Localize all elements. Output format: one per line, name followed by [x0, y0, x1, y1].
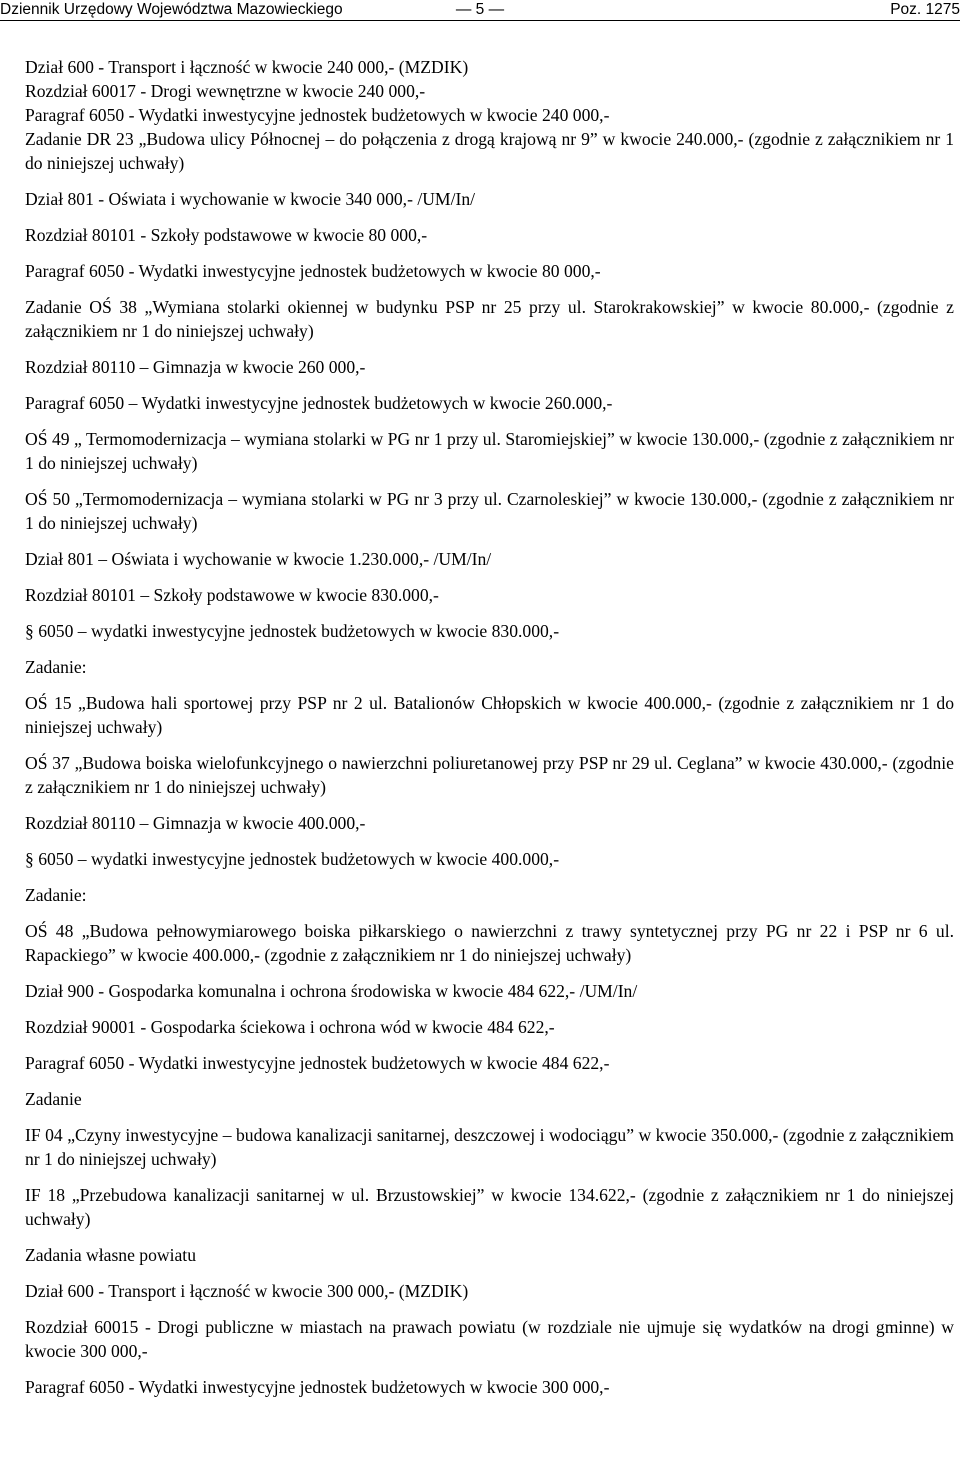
header-rule — [0, 20, 960, 21]
chapter-heading: Rozdział 80110 – Gimnazja w kwocie 260 000,- — [25, 357, 366, 377]
chapter-heading: Rozdział 60015 - Drogi publiczne w miastach na prawach powiatu (w rozdziale nie ujmuje się wydatków na drogi gminne) w kwocie 300 000,- — [25, 1317, 954, 1361]
journal-title: Dziennik Urzędowy Województwa Mazowieckiego — [0, 1, 343, 18]
chapter-heading: Rozdział 80110 – Gimnazja w kwocie 400.000,- — [25, 813, 366, 833]
task-item: OŚ 50 „Termomodernizacja – wymiana stolarki w PG nr 3 przy ul. Czarnoleskiej” w kwocie 130.000,- (zgodnie z załącznikiem nr 1 do niniejszej uchwały) — [25, 489, 954, 533]
page-number: — 5 — — [455, 1, 505, 18]
task-item: IF 04 „Czyny inwestycyjne – budowa kanalizacji sanitarnej, deszczowej i wodociągu” w kwocie 350.000,- (zgodnie z załącznikiem nr 1 do niniejszej uchwały) — [25, 1125, 954, 1169]
task-item: OŚ 48 „Budowa pełnowymiarowego boiska piłkarskiego o nawierzchni z trawy syntetycznej przy PG nr 22 i PSP nr 6 ul. Rapackiego” w kwocie 400.000,- (zgodnie z załącznikiem nr 1 do niniejszej uchwały) — [25, 921, 954, 965]
paragraph-heading: Paragraf 6050 - Wydatki inwestycyjne jednostek budżetowych w kwocie 240 000,- — [25, 105, 610, 125]
paragraph-heading: Paragraf 6050 - Wydatki inwestycyjne jednostek budżetowych w kwocie 484 622,- — [25, 1053, 610, 1073]
chapter-heading: Rozdział 80101 - Szkoły podstawowe w kwocie 80 000,- — [25, 225, 428, 245]
chapter-heading: Rozdział 90001 - Gospodarka ściekowa i ochrona wód w kwocie 484 622,- — [25, 1017, 555, 1037]
section-heading: Dział 600 - Transport i łączność w kwocie 240 000,- (MZDIK) — [25, 57, 469, 77]
task-item: Zadanie DR 23 „Budowa ulicy Północnej – do połączenia z drogą krajową nr 9” w kwocie 240.000,- (zgodnie z załącznikiem nr 1 do niniejszej uchwały) — [25, 129, 954, 173]
task-item: OŚ 15 „Budowa hali sportowej przy PSP nr 2 ul. Batalionów Chłopskich w kwocie 400.000,- (zgodnie z załącznikiem nr 1 do niniejszej uchwały) — [25, 693, 954, 737]
section-heading: Dział 801 - Oświata i wychowanie w kwocie 340 000,- /UM/In/ — [25, 189, 476, 209]
document-body — [25, 55, 954, 1399]
paragraph-heading: § 6050 – wydatki inwestycyjne jednostek budżetowych w kwocie 400.000,- — [25, 849, 560, 869]
task-item: OŚ 37 „Budowa boiska wielofunkcyjnego o nawierzchni poliuretanowej przy PSP nr 29 ul. Ceglana” w kwocie 430.000,- (zgodnie z załącznikiem nr 1 do niniejszej uchwały) — [25, 753, 954, 797]
group-heading: Zadania własne powiatu — [25, 1245, 196, 1265]
task-item: OŚ 49 „ Termomodernizacja – wymiana stolarki w PG nr 1 przy ul. Staromiejskiej” w kwocie 130.000,- (zgodnie z załącznikiem nr 1 do niniejszej uchwały) — [25, 429, 954, 473]
position-number: Poz. 1275 — [890, 1, 960, 18]
task-label: Zadanie: — [25, 885, 87, 905]
paragraph-heading: Paragraf 6050 – Wydatki inwestycyjne jednostek budżetowych w kwocie 260.000,- — [25, 393, 613, 413]
task-label: Zadanie — [25, 1089, 82, 1109]
page-header — [0, 0, 960, 22]
paragraph-heading: § 6050 – wydatki inwestycyjne jednostek budżetowych w kwocie 830.000,- — [25, 621, 560, 641]
task-item: Zadanie OŚ 38 „Wymiana stolarki okiennej w budynku PSP nr 25 przy ul. Starokrakowskiej” w kwocie 80.000,- (zgodnie z załącznikiem nr 1 do niniejszej uchwały) — [25, 297, 954, 341]
task-label: Zadanie: — [25, 657, 87, 677]
section-heading: Dział 900 - Gospodarka komunalna i ochrona środowiska w kwocie 484 622,- /UM/In/ — [25, 981, 638, 1001]
chapter-heading: Rozdział 60017 - Drogi wewnętrzne w kwocie 240 000,- — [25, 81, 426, 101]
section-heading: Dział 801 – Oświata i wychowanie w kwocie 1.230.000,- /UM/In/ — [25, 549, 492, 569]
section-heading: Dział 600 - Transport i łączność w kwocie 300 000,- (MZDIK) — [25, 1281, 469, 1301]
paragraph-heading: Paragraf 6050 - Wydatki inwestycyjne jednostek budżetowych w kwocie 300 000,- — [25, 1377, 610, 1397]
paragraph-heading: Paragraf 6050 - Wydatki inwestycyjne jednostek budżetowych w kwocie 80 000,- — [25, 261, 601, 281]
task-item: IF 18 „Przebudowa kanalizacji sanitarnej w ul. Brzustowskiej” w kwocie 134.622,- (zgodnie z załącznikiem nr 1 do niniejszej uchwały) — [25, 1185, 954, 1229]
chapter-heading: Rozdział 80101 – Szkoły podstawowe w kwocie 830.000,- — [25, 585, 439, 605]
